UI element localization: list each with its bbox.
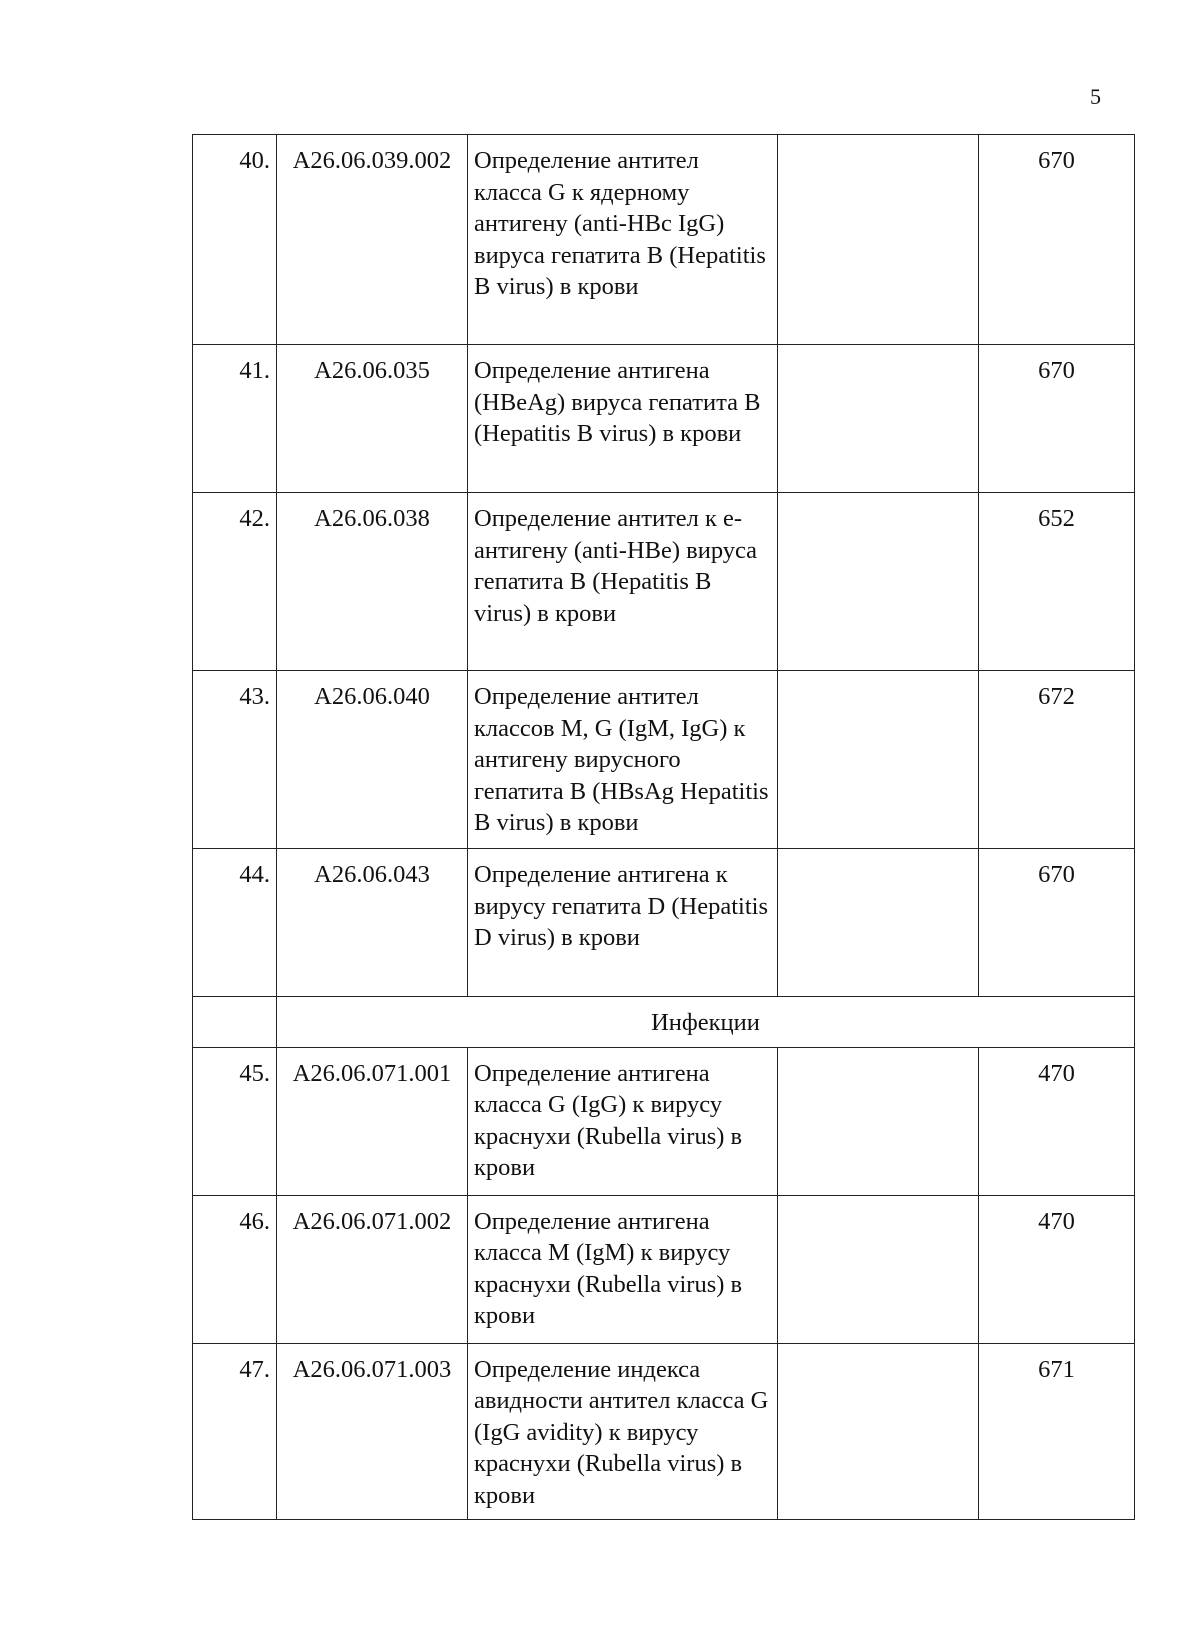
service-price: 670 (979, 135, 1135, 345)
service-price: 670 (979, 345, 1135, 493)
section-row (193, 997, 1135, 1048)
service-code: A26.06.040 (277, 671, 468, 849)
service-price: 470 (979, 1047, 1135, 1195)
empty-cell (778, 671, 979, 849)
table-row (193, 1047, 1135, 1195)
service-code: A26.06.039.002 (277, 135, 468, 345)
empty-cell (778, 345, 979, 493)
table-row (193, 135, 1135, 345)
empty-cell (778, 1343, 979, 1520)
row-number: 44. (193, 849, 277, 997)
service-price: 470 (979, 1195, 1135, 1343)
service-name: Определение антител классов M, G (IgM, IgG) к антигену вирусного гепатита B (HBsAg Hepatitis B virus) в крови (468, 671, 778, 849)
table-row (193, 1343, 1135, 1520)
service-name: Определение антигена к вирусу гепатита D (Hepatitis D virus) в крови (468, 849, 778, 997)
row-number: 42. (193, 493, 277, 671)
service-code: A26.06.035 (277, 345, 468, 493)
row-number: 43. (193, 671, 277, 849)
service-name: Определение антител класса G к ядерному антигену (anti-HBc IgG) вируса гепатита B (Hepatitis B virus) в крови (468, 135, 778, 345)
row-number: 47. (193, 1343, 277, 1520)
service-code: A26.06.038 (277, 493, 468, 671)
empty-cell (778, 1047, 979, 1195)
services-price-table (192, 134, 1135, 1520)
service-price: 670 (979, 849, 1135, 997)
empty-cell (193, 997, 277, 1048)
table-row (193, 493, 1135, 671)
service-name: Определение антигена (HBeAg) вируса гепатита B (Hepatitis B virus) в крови (468, 345, 778, 493)
table-row (193, 1195, 1135, 1343)
table-row (193, 849, 1135, 997)
row-number: 46. (193, 1195, 277, 1343)
empty-cell (778, 849, 979, 997)
service-name: Определение антигена класса G (IgG) к вирусу краснухи (Rubella virus) в крови (468, 1047, 778, 1195)
section-title: Инфекции (277, 997, 1135, 1048)
service-price: 671 (979, 1343, 1135, 1520)
empty-cell (778, 1195, 979, 1343)
service-code: A26.06.043 (277, 849, 468, 997)
service-price: 672 (979, 671, 1135, 849)
row-number: 40. (193, 135, 277, 345)
row-number: 45. (193, 1047, 277, 1195)
service-name: Определение антител к e-антигену (anti-HBe) вируса гепатита B (Hepatitis B virus) в крови (468, 493, 778, 671)
page-number: 5 (1090, 84, 1101, 109)
service-code: A26.06.071.001 (277, 1047, 468, 1195)
service-code: A26.06.071.002 (277, 1195, 468, 1343)
service-price: 652 (979, 493, 1135, 671)
service-code: A26.06.071.003 (277, 1343, 468, 1520)
table-row (193, 671, 1135, 849)
row-number: 41. (193, 345, 277, 493)
service-name: Определение антигена класса M (IgM) к вирусу краснухи (Rubella virus) в крови (468, 1195, 778, 1343)
empty-cell (778, 135, 979, 345)
service-name: Определение индекса авидности антител класса G (IgG avidity) к вирусу краснухи (Rubella virus) в крови (468, 1343, 778, 1520)
empty-cell (778, 493, 979, 671)
table-row (193, 345, 1135, 493)
